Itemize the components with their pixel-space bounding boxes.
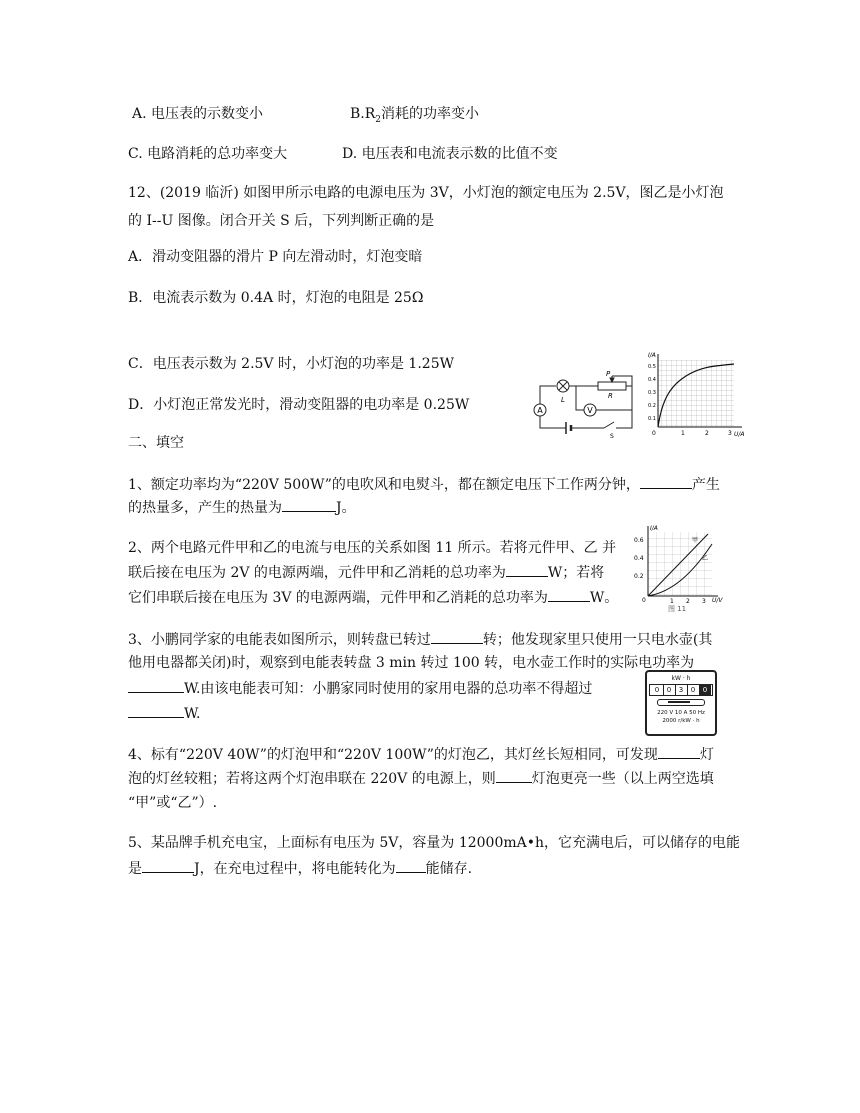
fill5-blank2[interactable]: [396, 858, 426, 873]
fill3-blank2[interactable]: [128, 678, 184, 693]
graph-origin: 0: [652, 430, 656, 437]
fig11-xtick: 2: [686, 598, 690, 605]
fig11-xtick: 3: [702, 598, 706, 605]
fig11-ytick: 0.6: [634, 537, 644, 544]
graph-xlabel: U/A: [734, 431, 745, 438]
slider-label: P: [606, 370, 611, 378]
electricity-meter: [645, 670, 717, 736]
fig11-series-a: 甲: [692, 537, 699, 544]
fill2-blank2[interactable]: [548, 587, 590, 602]
fill1-blank1[interactable]: [640, 474, 692, 489]
ytick: 0.2: [648, 403, 656, 409]
meter-digits: [649, 684, 713, 696]
ytick: 0.3: [648, 390, 656, 396]
fill4-blank1[interactable]: [658, 744, 700, 759]
fill3-line3: W.由该电能表可知：小鹏家同时使用的家用电器的总功率不得超过: [128, 678, 592, 699]
q12-stem-line2: 的 I--U 图像。闭合开关 S 后，下列判断正确的是: [128, 213, 435, 229]
fill1-blank2[interactable]: [282, 497, 336, 512]
fig11-xlabel: U/V: [712, 597, 723, 604]
resistor-label: R: [608, 392, 613, 400]
fill5-line1: 5、某品牌手机充电宝，上面标有电压为 5V，容量为 12000mA•h，它充满电后，可以储存的电能: [128, 835, 741, 851]
iu-graph: [646, 350, 750, 438]
q11-option-b: $B.R_2$消耗的功率变小: [350, 106, 480, 125]
fill4-line2: 泡的灯丝较粗；若将这两个灯泡串联在 220V 的电源上，则 灯泡更亮一些（以上两空选填: [128, 768, 714, 789]
q12-option-b: B．电流表示数为 0.4A 时，灯泡的电阻是 25Ω: [128, 290, 424, 306]
ytick: 0.1: [648, 416, 656, 422]
fill2-line1: 2、两个电路元件甲和乙的电流与电压的关系如图 11 所示。若将元件甲、乙 并: [128, 540, 617, 556]
ytick: 0.5: [648, 364, 656, 370]
q11-option-d: D. 电压表和电流表示数的比值不变: [342, 146, 558, 162]
fill3-blank3[interactable]: [128, 703, 184, 718]
fill4-blank2[interactable]: [496, 768, 532, 783]
ytick: 0.4: [648, 377, 656, 383]
q11-option-c: C. 电路消耗的总功率变大: [128, 146, 288, 162]
lamp-label: L: [561, 396, 565, 404]
meter-rating: 220 V 10 A 50 Hz: [657, 710, 705, 716]
meter-digit: 0: [664, 685, 676, 695]
q12-stem-line1: 12、(2019 临沂) 如图甲所示电路的电源电压为 3V，小灯泡的额定电压为 2.5V，图乙是小灯泡: [128, 185, 724, 201]
fig11-xtick: 1: [670, 598, 674, 605]
meter-digit: 3: [676, 685, 688, 695]
figure-11-graph: [632, 522, 728, 612]
section-title: 二、填空: [128, 435, 184, 451]
fill5-line2: 是 J，在充电过程中，将电能转化为 能储存.: [128, 858, 472, 879]
fill2-blank1[interactable]: [506, 562, 548, 577]
fill4-line3: “甲”或“乙”）.: [128, 795, 218, 811]
ammeter-label: A: [537, 406, 543, 415]
fill5-blank1[interactable]: [142, 858, 194, 873]
q11-option-a: A. 电压表的示数变小: [132, 106, 264, 122]
fill1-line1: 1、额定功率均为“220V 500W”的电吹风和电熨斗，都在额定电压下工作两分钟， 产生: [128, 474, 720, 495]
fill2-line2: 联后接在电压为 2V 的电源两端，元件甲和乙消耗的总功率为 W；若将: [128, 562, 604, 583]
fig11-ytick: 0.2: [634, 573, 644, 580]
fig11-caption: 图 11: [668, 605, 687, 612]
circuit-diagram: [526, 362, 646, 438]
fill3-blank1[interactable]: [431, 629, 483, 644]
xtick: 2: [705, 430, 709, 437]
meter-constant: 2000 r/kW · h: [662, 718, 700, 724]
voltmeter-label: V: [587, 406, 593, 415]
meter-unit: kW · h: [671, 675, 691, 682]
fill2-line3: 它们串联后接在电压为 3V 的电源两端，元件甲和乙消耗的总功率为 W。: [128, 587, 618, 608]
xtick: 3: [728, 430, 732, 437]
q12-option-c: C．电压表示数为 2.5V 时，小灯泡的功率是 1.25W: [128, 356, 454, 372]
xtick: 1: [681, 430, 685, 437]
q12-option-a: A．滑动变阻器的滑片 P 向左滑动时，灯泡变暗: [128, 249, 423, 265]
fig11-series-b: 乙: [702, 555, 709, 562]
fig11-origin: 0: [642, 597, 646, 604]
meter-disc: [657, 699, 705, 706]
switch-label: S: [610, 433, 614, 438]
fill3-line4: W.: [128, 703, 200, 724]
fill3-line2: 他用电器都关闭)时，观察到电能表转盘 3 min 转过 100 转，电水壶工作时的实际电功率为: [128, 655, 695, 671]
fill4-line1: 4、标有“220V 40W”的灯泡甲和“220V 100W”的灯泡乙，其灯丝长短相同，可发现 灯: [128, 744, 714, 765]
meter-digit: 0: [688, 685, 700, 695]
fig11-ytick: 0.4: [634, 555, 644, 562]
fill1-line2: 的热量多，产生的热量为 J。: [128, 497, 356, 518]
fill3-line1: 3、小鹏同学家的电能表如图所示，则转盘已转过 转；他发现家里只使用一只电水壶(其: [128, 629, 712, 650]
meter-digit: 0: [652, 685, 664, 695]
fig11-ylabel: I/A: [650, 525, 658, 532]
q12-option-d: D．小灯泡正常发光时，滑动变阻器的电功率是 0.25W: [128, 397, 470, 413]
graph-ylabel: I/A: [648, 352, 656, 359]
meter-digit: 0: [700, 685, 711, 695]
